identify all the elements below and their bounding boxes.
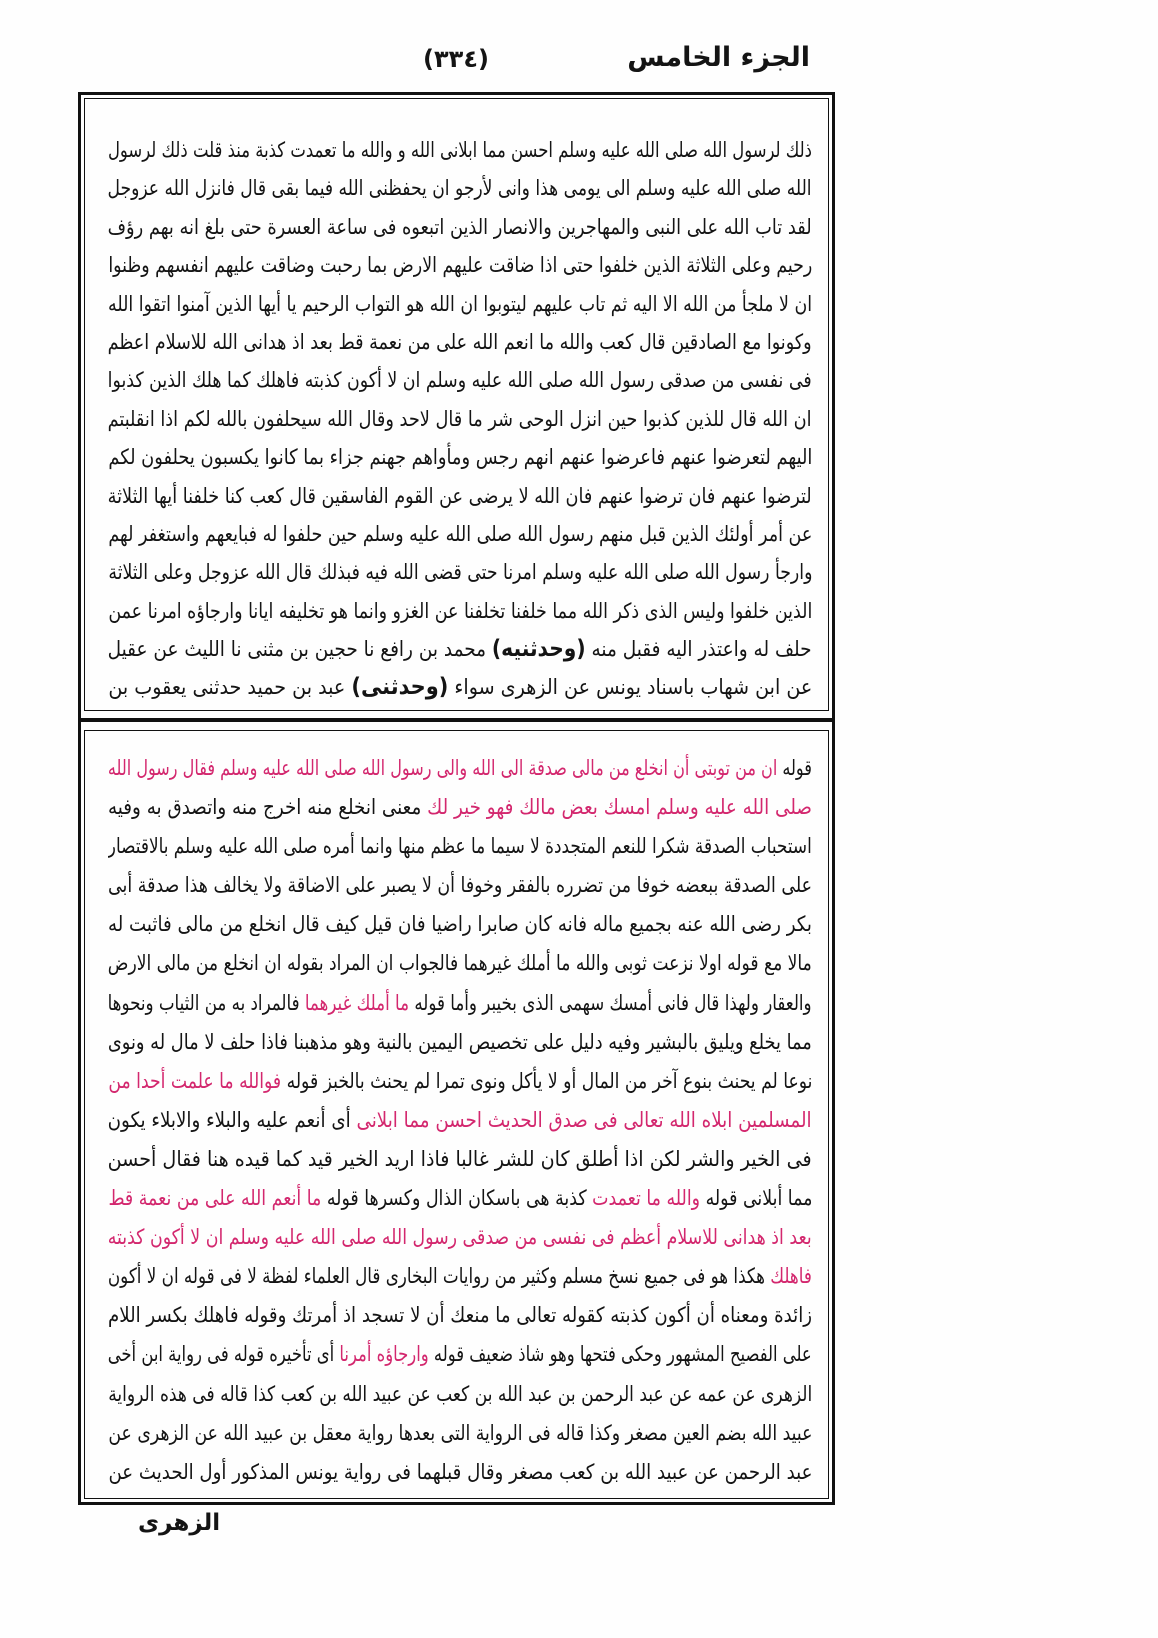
line-text (108, 285, 812, 323)
line-text (108, 1062, 812, 1101)
quoted-lemma: فاهلك (770, 1264, 812, 1289)
hadith-line (108, 515, 812, 553)
hadith-line (108, 438, 812, 476)
commentary-text-block (108, 749, 812, 1492)
commentary-line (108, 827, 812, 866)
text-segment: ذلك لرسول الله صلى الله عليه وسلم احسن مما ابلانى الله و والله ما تعمدت كذبة منذ قلت ذلك لرسول (108, 138, 812, 162)
quoted-lemma: ما أنعم الله على من نعمة قط (108, 1186, 321, 1211)
text-segment: وكونوا مع الصادقين قال كعب والله ما انعم الله على من نعمة قط بعد اذ هدانى الله للاسلام اعظم (108, 329, 812, 354)
line-text (108, 1023, 812, 1062)
text-segment: ان الله قال للذين كذبوا حين انزل الوحى شر ما قال لاحد وقال الله سيحلفون بالله لكم اذا انقلبتم (108, 406, 812, 431)
hadith-line (108, 553, 812, 591)
text-segment: على الفصيح المشهور وحكى فتحها وهو شاذ ضعيف قوله (428, 1342, 812, 1367)
section-divider (78, 718, 835, 722)
line-text (108, 438, 812, 476)
commentary-line (108, 1414, 812, 1453)
text-segment: على الصدقة ببعضه خوفا من تضرره بالفقر وخوفا أن لا يصبر على الاضاقة ولا يخالف هذا صدقة أبى (108, 873, 812, 898)
line-text (108, 1140, 812, 1179)
commentary-line (108, 944, 812, 983)
line-text (108, 1375, 812, 1414)
page-number: (٣٣٤) (423, 45, 489, 73)
quoted-lemma: والله ما تعمدت (591, 1186, 700, 1211)
line-text (108, 553, 812, 591)
line-text (108, 630, 812, 668)
commentary-line (108, 866, 812, 905)
commentary-line (108, 984, 812, 1023)
hadith-line (108, 668, 812, 706)
text-segment: حلف له واعتذر اليه فقبل منه (586, 637, 812, 662)
text-segment: مما يخلع ويليق بالبشير وفيه دليل على تخصيص اليمين بالنية وهو مذهبنا فاذا حلف لا مال له ونوى (108, 1029, 812, 1054)
hadith-line (108, 400, 812, 438)
commentary-line (108, 1101, 812, 1140)
line-text (108, 749, 812, 788)
line-text (108, 1179, 812, 1218)
commentary-line (108, 1257, 812, 1296)
hadith-text-block (108, 131, 812, 707)
commentary-line (108, 1375, 812, 1414)
isnad-marker: (وحدثنيه) (492, 636, 587, 663)
text-segment: الذين خلفوا وليس الذى ذكر الله مما خلفنا تخلفنا عن الغزو وانما هو تخليفه ايانا وارجاؤه امرنا عمن (108, 598, 812, 623)
line-text (108, 246, 812, 284)
hadith-line (108, 246, 812, 284)
line-text (108, 1414, 812, 1453)
hadith-line (108, 208, 812, 246)
hadith-line (108, 285, 812, 323)
catchword: الزهرى (138, 1510, 221, 1536)
line-text (108, 477, 812, 515)
commentary-line (108, 1179, 812, 1218)
text-segment: عبد بن حميد حدثنى يعقوب بن (108, 675, 352, 700)
text-segment: استحباب الصدقة شكرا للنعم المتجددة لا سيما ما عظم منها وانما أمره صلى الله عليه وسلم بالاقتصار (108, 834, 812, 859)
text-segment: عبد الرحمن عن عبيد الله بن كعب مصغر وقال قبلهما فى رواية يونس المذكور أول الحديث عن (108, 1459, 812, 1484)
line-text (108, 1453, 812, 1492)
line-text (108, 208, 812, 246)
text-segment: ان لا ملجأ من الله الا اليه ثم تاب عليهم ليتوبوا ان الله هو التواب الرحيم يا أيها الذين آمنوا اتقوا الله (108, 291, 812, 316)
commentary-line (108, 1335, 812, 1374)
commentary-line (108, 1218, 812, 1257)
commentary-line (108, 1140, 812, 1179)
quoted-lemma: صلى الله عليه وسلم امسك بعض مالك فهو خير لك (427, 795, 812, 820)
quoted-lemma: وارجاؤه أمرنا (339, 1342, 429, 1367)
line-text (108, 1218, 812, 1257)
hadith-line (108, 630, 812, 668)
text-segment: وارجأ رسول الله صلى الله عليه وسلم امرنا حتى قضى الله فيه فبذلك قال الله عزوجل وعلى الثلاثة (108, 560, 812, 585)
commentary-line (108, 1453, 812, 1492)
line-text (108, 131, 812, 169)
text-segment: نوعا لم يحنث بنوع آخر من المال أو لا يأكل ونوى تمرا لم يحنث بالخبز قوله (280, 1068, 812, 1093)
text-segment: هكذا هو فى جميع نسخ مسلم وكثير من روايات البخارى قال العلماء لفظة لا فى قوله ان لا أكون (108, 1264, 771, 1289)
text-segment: الله صلى الله عليه وسلم الى يومى هذا وانى لأرجو ان يحفظنى الله فيما بقى قال فانزل الله عزوجل (108, 176, 812, 201)
text-segment: مالا مع قوله اولا نزعت ثوبى والله ما أملك غيرهما فالجواب ان المراد بقوله ان انخلع من مالى الارض (108, 951, 812, 976)
line-text (108, 866, 812, 905)
text-segment: مما أبلانى قوله (699, 1186, 812, 1211)
commentary-line (108, 905, 812, 944)
text-segment: محمد بن رافع نا حجين بن مثنى نا الليث عن عقيل (108, 637, 493, 662)
quoted-lemma: ان من توبتى أن انخلع من مالى صدقة الى الله والى رسول الله صلى الله عليه وسلم فقال رسول الله (108, 756, 778, 780)
hadith-line (108, 131, 812, 169)
line-text (108, 592, 812, 630)
line-text (108, 788, 812, 827)
line-text (108, 323, 812, 361)
line-text (108, 944, 812, 983)
hadith-line (108, 361, 812, 399)
text-segment: عن ابن شهاب باسناد يونس عن الزهرى سواء (447, 675, 812, 700)
text-segment: فى نفسى من صدقى رسول الله صلى الله عليه وسلم ان لا أكون كذبته فاهلك كما هلك الذين كذبوا (108, 368, 812, 393)
text-segment: قوله (777, 756, 812, 780)
quoted-lemma: بعد اذ هدانى للاسلام أعظم فى نفسى من صدقى رسول الله صلى الله عليه وسلم ان لا أكون كذبته (108, 1225, 812, 1250)
text-segment: لقد تاب الله على النبى والمهاجرين والانصار الذين اتبعوه فى ساعة العسرة حتى بلغ انه بهم رؤف (108, 214, 812, 239)
text-segment: لترضوا عنهم فان ترضوا عنهم فان الله لا يرضى عن القوم الفاسقين قال كعب كنا خلفنا أيها الثلاثة (108, 483, 812, 508)
text-segment: عن أمر أولئك الذين قبل منهم رسول الله صلى الله عليه وسلم حين حلفوا له فبايعهم واستغفر لهم (108, 521, 812, 546)
line-text (108, 169, 812, 207)
text-segment: والعقار ولهذا قال فانى أمسك سهمى الذى بخيبر وأما قوله (409, 990, 812, 1015)
line-text (108, 361, 812, 399)
text-segment: الزهرى عن عمه عن عبد الرحمن بن عبد الله بن كعب عن عبيد الله بن كعب كذا قاله فى هذه الرواية (108, 1381, 812, 1406)
hadith-line (108, 477, 812, 515)
text-segment: رحيم وعلى الثلاثة الذين خلفوا حتى اذا ضاقت عليهم الارض بما رحبت وضاقت عليهم انفسهم وظنوا (108, 253, 812, 278)
commentary-line (108, 788, 812, 827)
line-text (108, 827, 812, 866)
text-segment: أى تأخيره قوله فى رواية ابن أخى (108, 1342, 340, 1367)
text-segment: اليهم لتعرضوا عنهم فاعرضوا عنهم انهم رجس ومأواهم جهنم جزاء بما كانوا يكسبون يحلفون لكم (108, 445, 812, 470)
line-text (108, 515, 812, 553)
line-text (108, 1296, 812, 1335)
commentary-line (108, 749, 812, 788)
text-segment: فى الخير والشر لكن اذا أطلق كان للشر غالبا فاذا اريد الخير قيد كما قيده هنا فقال أحسن (108, 1146, 812, 1171)
hadith-line (108, 169, 812, 207)
text-segment: عبيد الله بضم العين مصغر وكذا قاله فى الرواية التى بعدها رواية معقل بن عبيد الله عن الزهرى عن (108, 1420, 812, 1445)
text-segment: معنى انخلع منه اخرج منه واتصدق به وفيه (108, 795, 428, 820)
commentary-line (108, 1296, 812, 1335)
running-head-volume: الجزء الخامس (627, 42, 810, 73)
commentary-line (108, 1023, 812, 1062)
line-text (108, 1335, 812, 1374)
isnad-marker: (وحدثنى) (351, 674, 448, 701)
quoted-lemma: ما أملك غيرهما (305, 990, 410, 1015)
hadith-line (108, 592, 812, 630)
line-text (108, 400, 812, 438)
hadith-line (108, 323, 812, 361)
line-text (108, 668, 812, 706)
quoted-lemma: المسلمين ابلاه الله تعالى فى صدق الحديث احسن مما ابلانى (356, 1107, 812, 1132)
text-segment: أى أنعم عليه والبلاء والابلاء يكون (108, 1107, 357, 1132)
text-segment: زائدة ومعناه أن أكون كذبته كقوله تعالى ما منعك أن لا تسجد اذ أمرتك وقوله فاهلك بكسر اللام (108, 1303, 812, 1328)
line-text (108, 984, 812, 1023)
line-text (108, 1257, 812, 1296)
text-segment: كذبة هى باسكان الذال وكسرها قوله (320, 1186, 592, 1211)
quoted-lemma: فوالله ما علمت أحدا من (108, 1068, 281, 1093)
commentary-line (108, 1062, 812, 1101)
line-text (108, 1101, 812, 1140)
line-text (108, 905, 812, 944)
text-segment: بكر رضى الله عنه بجميع ماله فانه كان صابرا راضيا فان قيل كيف قال انخلع من مالى فاثبت له (108, 912, 812, 937)
text-segment: فالمراد به من الثياب ونحوها (108, 990, 306, 1015)
